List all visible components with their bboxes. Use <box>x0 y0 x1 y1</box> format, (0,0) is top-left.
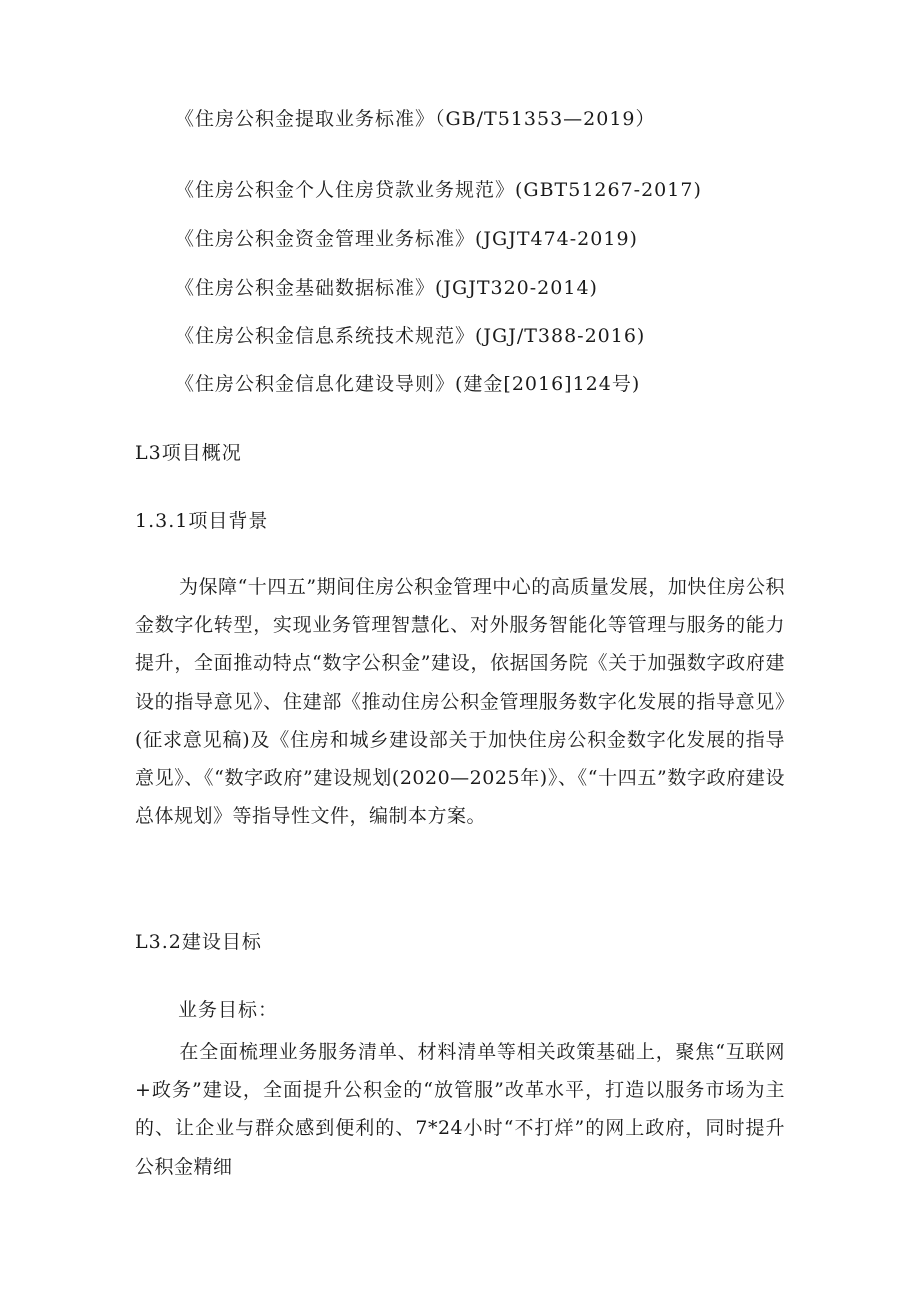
section-heading: L3项目概况 <box>135 442 242 464</box>
reference-item: 《住房公积金信息系统技术规范》(JGJ/T388-2016) <box>175 325 646 347</box>
subsection-heading: 1.3.1项目背景 <box>135 510 269 532</box>
reference-item: 《住房公积金提取业务标准》（GB/T51353—2019） <box>175 108 656 130</box>
business-goal-label: 业务目标： <box>178 999 279 1021</box>
subsection-heading: L3.2建设目标 <box>135 931 262 953</box>
reference-item: 《住房公积金资金管理业务标准》(JGJT474-2019) <box>175 228 638 250</box>
goal-paragraph <box>135 1033 785 1186</box>
reference-item: 《住房公积金信息化建设导则》(建金[2016]124号) <box>175 373 641 395</box>
background-paragraph-text: 为保障“十四五”期间住房公积金管理中心的高质量发展，加快住房公积金数字化转型，实现业务管理智慧化、对外服务智能化等管理与服务的能力提升，全面推动特点“数字公积金”建设，依据国务院《关于加强数字政府建设的指导意见》、住建部《推动住房公积金管理服务数字化发展的指导意见》(征求意见稿)及《住房和城乡建设部关于加快住房公积金数字化发展的指导意见》、《“数字政府”建设规划(2020—2025年)》、《“十四五”数字政府建设总体规划》等指导性文件，编制本方案。 <box>135 576 785 828</box>
goal-paragraph-text: 在全面梳理业务服务清单、材料清单等相关政策基础上，聚焦“互联网+政务”建设，全面提升公积金的“放管服”改革水平，打造以服务市场为主的、让企业与群众感到便利的、7*24小时“不打烊”的网上政府，同时提升公积金精细 <box>135 1041 785 1178</box>
background-paragraph <box>135 568 785 835</box>
reference-item: 《住房公积金个人住房贷款业务规范》(GBT51267-2017) <box>175 179 702 201</box>
reference-item: 《住房公积金基础数据标准》(JGJT320-2014) <box>175 277 598 299</box>
